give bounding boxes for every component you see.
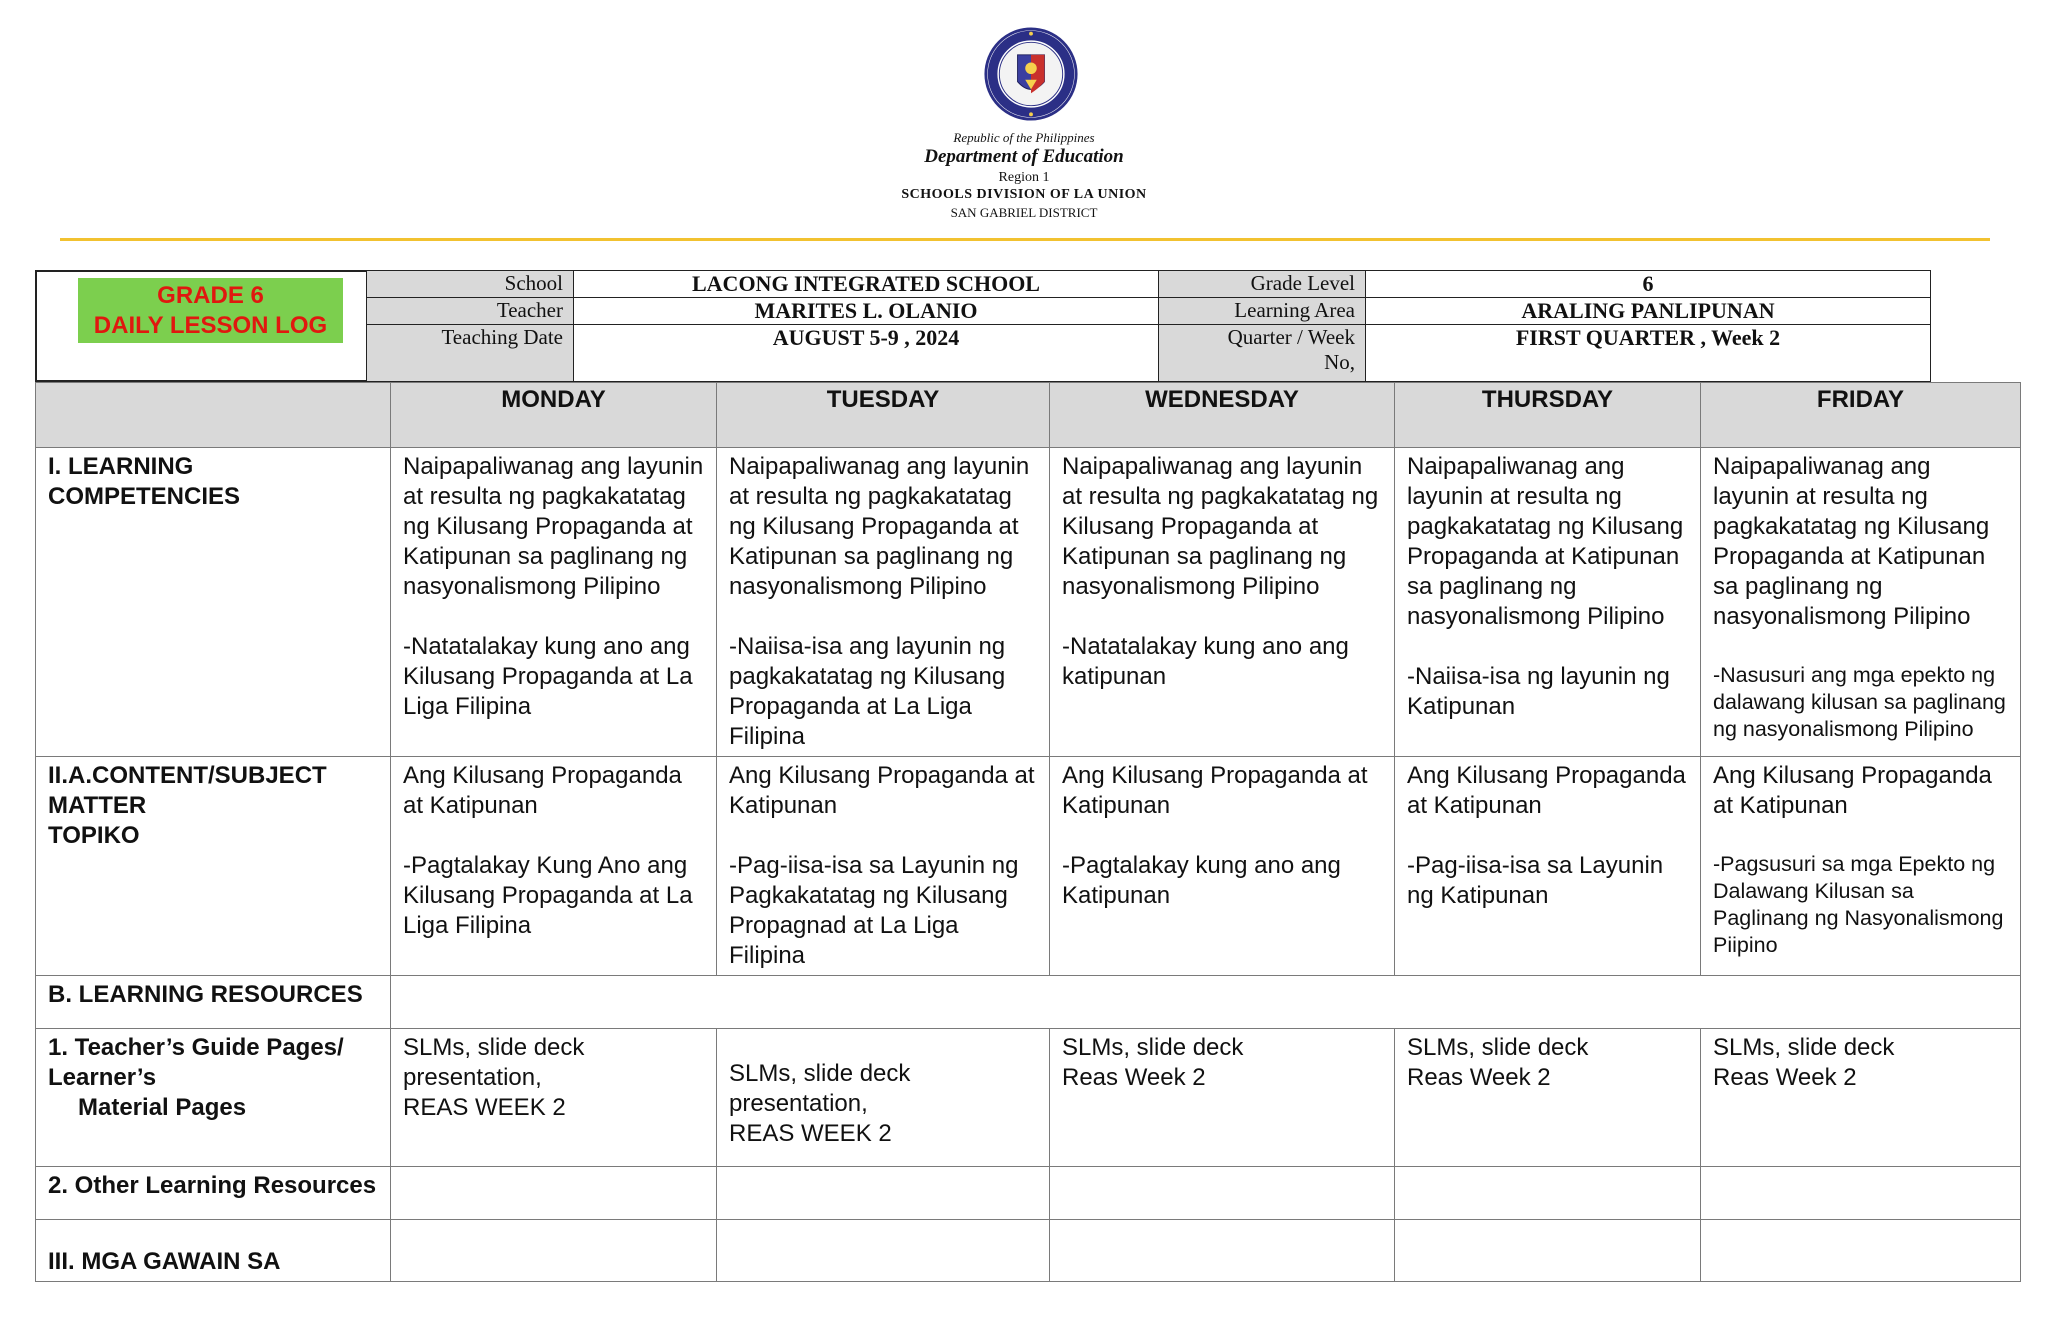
competencies-label: I. LEARNING COMPETENCIES xyxy=(36,448,391,757)
competency-monday-main: Naipapaliwanag ang layunin at resulta ng pagkakatatag ng Kilusang Propaganda at Katipunan sa paglinang ng nasyonalismong Pilipino xyxy=(403,453,704,600)
guide-wednesday-line2: Reas Week 2 xyxy=(1062,1064,1206,1091)
day-monday: MONDAY xyxy=(391,383,717,448)
activities-monday xyxy=(391,1220,717,1282)
activities-wednesday xyxy=(1050,1220,1395,1282)
badge-title: DAILY LESSON LOG xyxy=(93,312,328,339)
content-monday-sub: -Pagtalakay Kung Ano ang Kilusang Propaganda at La Liga Filipina xyxy=(403,852,693,939)
content-monday-main: Ang Kilusang Propaganda at Katipunan xyxy=(403,762,682,819)
competency-thursday-main: Naipapaliwanag ang layunin at resulta ng pagkakatatag ng Kilusang Propaganda at Katipunan sa paglinang ng nasyonalismong Pilipino xyxy=(1407,453,1684,630)
grade-badge xyxy=(78,278,343,343)
division-line: SCHOOLS DIVISION OF LA UNION xyxy=(901,187,1147,202)
competency-tuesday-sub: -Naiisa-isa ang layunin ng pagkakatatag ng Kilusang Propaganda at La Liga Filipina xyxy=(729,633,1006,750)
content-thursday-sub: -Pag-iisa-isa sa Layunin ng Katipunan xyxy=(1407,852,1664,909)
guide-tuesday-line1: SLMs, slide deck presentation, xyxy=(729,1060,911,1117)
teacher-guide-label-line3: Material Pages xyxy=(78,1094,247,1121)
competency-monday xyxy=(391,448,717,757)
content-label-line1: II.A.CONTENT/SUBJECT xyxy=(48,762,327,789)
learning-area-value: ARALING PANLIPUNAN xyxy=(1366,298,1931,325)
learning-resources-span-cell xyxy=(391,976,2021,1029)
guide-monday-line1: SLMs, slide deck presentation, xyxy=(403,1034,585,1091)
grade-level-label: Grade Level xyxy=(1159,271,1366,298)
other-friday xyxy=(1701,1167,2021,1220)
learning-area-label: Learning Area xyxy=(1159,298,1366,325)
competency-monday-sub: -Natatalakay kung ano ang Kilusang Propaganda at La Liga Filipina xyxy=(403,633,693,720)
guide-monday xyxy=(391,1029,717,1167)
competency-wednesday-sub: -Natatalakay kung ano ang katipunan xyxy=(1062,633,1349,690)
competencies-row xyxy=(36,448,2021,757)
competency-thursday xyxy=(1395,448,1701,757)
competency-wednesday xyxy=(1050,448,1395,757)
content-row xyxy=(36,757,2021,976)
teacher-label: Teacher xyxy=(367,298,574,325)
teacher-value: MARITES L. OLANIO xyxy=(574,298,1159,325)
guide-monday-line2: REAS WEEK 2 xyxy=(403,1094,566,1121)
content-label xyxy=(36,757,391,976)
guide-thursday xyxy=(1395,1029,1701,1167)
day-friday: FRIDAY xyxy=(1701,383,2021,448)
guide-wednesday-line1: SLMs, slide deck xyxy=(1062,1034,1244,1061)
day-tuesday: TUESDAY xyxy=(717,383,1050,448)
badge-grade: GRADE 6 xyxy=(157,282,264,309)
day-header-row xyxy=(36,383,2021,448)
content-wednesday xyxy=(1050,757,1395,976)
day-wednesday: WEDNESDAY xyxy=(1050,383,1395,448)
quarter-week-label-line2: No, xyxy=(1324,350,1355,374)
competency-friday-main: Naipapaliwanag ang layunin at resulta ng pagkakatatag ng Kilusang Propaganda at Katipunan sa paglinang ng nasyonalismong Pilipino xyxy=(1713,453,1990,630)
teacher-guide-label xyxy=(36,1029,391,1167)
other-monday xyxy=(391,1167,717,1220)
guide-thursday-line2: Reas Week 2 xyxy=(1407,1064,1551,1091)
content-wednesday-sub: -Pagtalakay kung ano ang Katipunan xyxy=(1062,852,1341,909)
district-line: SAN GABRIEL DISTRICT xyxy=(950,205,1098,220)
competency-thursday-sub: -Naiisa-isa ng layunin ng Katipunan xyxy=(1407,663,1670,720)
competency-friday xyxy=(1701,448,2021,757)
teaching-date-label: Teaching Date xyxy=(367,325,574,382)
activities-friday xyxy=(1701,1220,2021,1282)
grade-level-value: 6 xyxy=(1366,271,1931,298)
day-thursday: THURSDAY xyxy=(1395,383,1701,448)
other-resources-label: 2. Other Learning Resources xyxy=(36,1167,391,1220)
competency-tuesday xyxy=(717,448,1050,757)
content-tuesday-main: Ang Kilusang Propaganda at Katipunan xyxy=(729,762,1035,819)
guide-friday-line2: Reas Week 2 xyxy=(1713,1064,1857,1091)
teaching-date-value: AUGUST 5-9 , 2024 xyxy=(574,325,1159,382)
content-friday xyxy=(1701,757,2021,976)
activities-tuesday xyxy=(717,1220,1050,1282)
teacher-guide-row xyxy=(36,1029,2021,1167)
department-line: Department of Education xyxy=(924,146,1124,167)
header-divider xyxy=(60,238,1990,241)
content-label-line3: TOPIKO xyxy=(48,822,140,849)
other-thursday xyxy=(1395,1167,1701,1220)
content-thursday-main: Ang Kilusang Propaganda at Katipunan xyxy=(1407,762,1686,819)
activities-thursday xyxy=(1395,1220,1701,1282)
learning-resources-label: B. LEARNING RESOURCES xyxy=(36,976,391,1029)
competency-friday-sub: -Nasusuri ang mga epekto ng dalawang kilusan sa paglinang ng nasyonalismong Pilipino xyxy=(1713,663,2006,741)
competency-wednesday-main: Naipapaliwanag ang layunin at resulta ng pagkakatatag ng Kilusang Propaganda at Katipunan sa paglinang ng nasyonalismong Pilipino xyxy=(1062,453,1379,600)
other-resources-row xyxy=(36,1167,2021,1220)
region-line: Region 1 xyxy=(998,170,1050,185)
deped-seal-logo xyxy=(983,26,1079,122)
daily-lesson-table xyxy=(35,382,2021,1282)
guide-wednesday xyxy=(1050,1029,1395,1167)
content-monday xyxy=(391,757,717,976)
other-tuesday xyxy=(717,1167,1050,1220)
guide-tuesday-line2: REAS WEEK 2 xyxy=(729,1120,892,1147)
content-thursday xyxy=(1395,757,1701,976)
school-value: LACONG INTEGRATED SCHOOL xyxy=(574,271,1159,298)
quarter-week-label-line1: Quarter / Week xyxy=(1227,325,1355,349)
guide-friday-line1: SLMs, slide deck xyxy=(1713,1034,1895,1061)
content-tuesday-sub: -Pag-iisa-isa sa Layunin ng Pagkakatatag ng Kilusang Propagnad at La Liga Filipina xyxy=(729,852,1019,969)
activities-label: III. MGA GAWAIN SA xyxy=(36,1220,391,1282)
header-corner-cell xyxy=(36,383,391,448)
competency-tuesday-main: Naipapaliwanag ang layunin at resulta ng pagkakatatag ng Kilusang Propaganda at Katipunan sa paglinang ng nasyonalismong Pilipino xyxy=(729,453,1030,600)
activities-row xyxy=(36,1220,2021,1282)
content-wednesday-main: Ang Kilusang Propaganda at Katipunan xyxy=(1062,762,1368,819)
quarter-week-value: FIRST QUARTER , Week 2 xyxy=(1366,325,1931,382)
republic-line: Republic of the Philippines xyxy=(953,130,1095,145)
learning-resources-row xyxy=(36,976,2021,1029)
content-friday-sub: -Pagsusuri sa mga Epekto ng Dalawang Kilusan sa Paglinang ng Nasyonalismong Piipino xyxy=(1713,852,2004,957)
guide-thursday-line1: SLMs, slide deck xyxy=(1407,1034,1589,1061)
lesson-info-table xyxy=(366,270,1931,382)
guide-tuesday xyxy=(717,1029,1050,1167)
content-label-line2: MATTER xyxy=(48,792,147,819)
content-tuesday xyxy=(717,757,1050,976)
guide-friday xyxy=(1701,1029,2021,1167)
content-friday-main: Ang Kilusang Propaganda at Katipunan xyxy=(1713,762,1992,819)
teacher-guide-label-line2: Learner’s xyxy=(48,1064,157,1091)
school-label: School xyxy=(367,271,574,298)
other-wednesday xyxy=(1050,1167,1395,1220)
teacher-guide-label-line1: 1. Teacher’s Guide Pages/ xyxy=(48,1034,344,1061)
quarter-week-label xyxy=(1159,325,1366,382)
